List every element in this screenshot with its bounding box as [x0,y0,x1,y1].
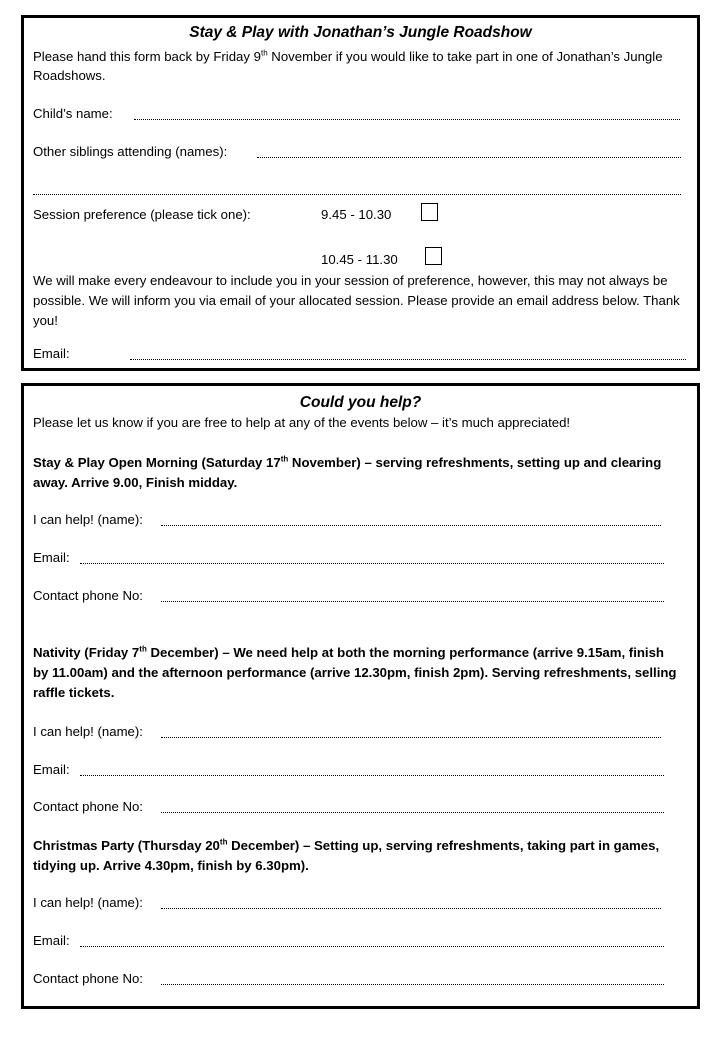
roadshow-form [21,15,700,371]
session-option-2-checkbox[interactable] [425,247,442,265]
event-nativity-name-field[interactable] [161,737,661,738]
volunteer-form-intro: Please let us know if you are free to help at any of the events below – it’s much appreciated! [33,415,571,430]
event-open-morning-email-label: Email: [33,550,70,565]
roadshow-form-title: Stay & Play with Jonathan’s Jungle Roadshow [189,24,532,41]
event-nativity-phone-label: Contact phone No: [33,799,143,814]
event-nativity-email-field[interactable] [80,775,664,776]
event-open-morning-description: Stay & Play Open Morning (Saturday 17th November) – serving refreshments, setting up and clearing away. Arrive 9.00, Finish midday. [33,454,662,490]
event-christmas-party-name-field[interactable] [161,908,661,909]
session-option-2-label: 10.45 - 11.30 [321,252,398,267]
event-open-morning-email-field[interactable] [80,563,664,564]
event-christmas-party-help-label: I can help! (name): [33,895,143,910]
event-christmas-party-email-label: Email: [33,933,70,948]
volunteer-form-title: Could you help? [299,394,422,411]
event-nativity-email-label: Email: [33,762,70,777]
event-nativity-description: Nativity (Friday 7th December) – We need help at both the morning performance (arrive 9.15am, finish by 11.00am) and the afternoon performance (arrive 12.30pm, finish 2pm). Serving refreshments, selling raffle tickets. [33,644,677,700]
siblings-field-line-2[interactable] [33,194,681,195]
event-open-morning-phone-label: Contact phone No: [33,588,143,603]
siblings-field[interactable] [257,157,681,158]
roadshow-form-intro: Please hand this form back by Friday 9th November if you would like to take part in one of Jonathan’s Jungle Roadshows. [33,48,663,83]
volunteer-form [21,383,700,1009]
event-nativity-help-label: I can help! (name): [33,724,143,739]
session-option-1-checkbox[interactable] [421,203,438,221]
child-name-label: Child’s name: [33,106,113,121]
event-open-morning-help-label: I can help! (name): [33,512,143,527]
session-note: We will make every endeavour to include you in your session of preference, however, this may not always be possible. We will inform you via email of your allocated session. Please provide an email address below. Thank you! [33,273,680,328]
event-open-morning-phone-field[interactable] [161,601,664,602]
email-field[interactable] [130,359,686,360]
event-nativity-phone-field[interactable] [161,812,664,813]
email-label: Email: [33,346,70,361]
event-open-morning-name-field[interactable] [161,525,661,526]
session-option-1-label: 9.45 - 10.30 [321,207,392,222]
event-christmas-party-description: Christmas Party (Thursday 20th December) – Setting up, serving refreshments, taking part in games, tidying up. Arrive 4.30pm, finish by 6.30pm). [33,837,660,873]
child-name-field[interactable] [134,119,680,120]
siblings-label: Other siblings attending (names): [33,144,228,159]
event-christmas-party-phone-label: Contact phone No: [33,971,143,986]
event-christmas-party-email-field[interactable] [80,946,664,947]
event-christmas-party-phone-field[interactable] [161,984,664,985]
session-preference-label: Session preference (please tick one): [33,207,251,222]
